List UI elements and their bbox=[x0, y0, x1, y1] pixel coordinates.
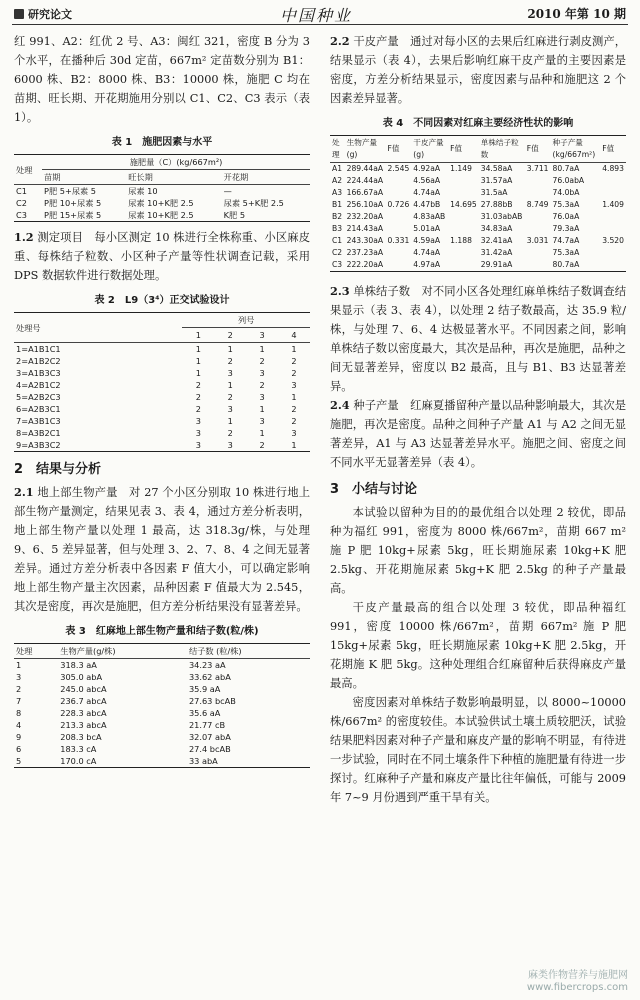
section-3-heading: 3 小结与讨论 bbox=[330, 482, 418, 497]
table-cell: 31.03abAB bbox=[480, 212, 523, 221]
table-cell: 1.149 bbox=[450, 164, 472, 173]
table-cell: 27.4 bcAB bbox=[188, 744, 231, 754]
section-text: 测定项目 每小区测定 10 株进行全株称重、小区麻皮重、每株结子粒数、小区种子产量等性状调查记载，采用 DPS 数据软件进行数据处理。 bbox=[14, 231, 310, 282]
table-cell: 183.3 cA bbox=[60, 744, 97, 754]
table-cell: 14.695 bbox=[450, 200, 477, 209]
table-cell bbox=[600, 211, 626, 223]
table-cell bbox=[600, 223, 626, 235]
table-cell: 尿素 5+K肥 2.5 bbox=[223, 198, 284, 208]
table-cell: 1 bbox=[227, 416, 233, 426]
section-number: 2.2 bbox=[330, 34, 350, 48]
table-cell: 1.188 bbox=[450, 236, 472, 245]
table-cell: 4.97aA bbox=[413, 260, 441, 269]
table-cell: 2 bbox=[195, 404, 201, 414]
t2-super-header: 列号 bbox=[182, 313, 310, 328]
table-cell: C2 bbox=[332, 248, 343, 257]
table-cell bbox=[386, 175, 412, 187]
table-cell: B2 bbox=[332, 212, 343, 221]
table-cell: 213.3 abcA bbox=[60, 720, 107, 730]
table-cell: 5=A2B2C3 bbox=[16, 392, 61, 402]
table-cell: 4.47bB bbox=[413, 200, 441, 209]
intro-paragraph: 红 991、A2：红优 2 号、A3：闽红 321，密度 B 分为 3 个水平，在播种后 30d 定苗，667m² 定苗数分别为 B1：6000 株、B2：8000 株、B3：10000 株，施肥 C 均在苗期、旺长期、开花期施用分别以 C1、C2、C3 表示（表 1）。 bbox=[14, 35, 310, 124]
table-cell: 76.0aA bbox=[552, 212, 580, 221]
t4-header-cell: 单株结子粒数 bbox=[479, 136, 525, 163]
table-cell: 75.3aA bbox=[552, 248, 580, 257]
table3-row bbox=[14, 695, 310, 707]
table-cell: 27.63 bcAB bbox=[188, 696, 236, 706]
table-cell: 35.6 aA bbox=[188, 708, 221, 718]
t4-header-cell: 处理 bbox=[330, 136, 345, 163]
table-cell: 80.7aA bbox=[552, 260, 580, 269]
t1-header-cell: 旺长期 bbox=[126, 170, 221, 185]
table3-row bbox=[14, 683, 310, 695]
table-cell: C1 bbox=[16, 186, 27, 196]
table-cell: 2 bbox=[291, 368, 297, 378]
table-cell: C2 bbox=[16, 198, 27, 208]
table-cell: 224.44aA bbox=[346, 176, 384, 185]
section-text: 种子产量 红麻夏播留种产量以品种影响最大，其次是施肥，再次是密度。品种之间种子产量 A1 与 A2 之间无显著差异，A1 与 A3 达显著差异水平。施肥之间、密度之间不同水平无显著差异（表 4）。 bbox=[330, 399, 626, 469]
table-cell: 34.23 aA bbox=[188, 660, 226, 670]
table-cell: 3 bbox=[195, 428, 201, 438]
table-cell: 1 bbox=[195, 356, 201, 366]
table-cell: 2 bbox=[259, 356, 265, 366]
section-tag bbox=[14, 6, 72, 22]
table-cell: 2 bbox=[291, 404, 297, 414]
conclusion-paragraph-3: 密度因素对单株结子数影响最明显，以 8000~10000 株/667m² 的密度较佳。本试验供试土壤土质较肥沃，试验结果肥料因素对种子产量和麻皮产量的影响不明显，有待进一步试验，同时在不同土壤条件下种植的施肥量有待进一步探讨。红麻种子产量和麻皮产量比往年偏低，可能与 2009 年 7~9 月份遇到严重干旱有关。 bbox=[330, 696, 626, 804]
table-cell bbox=[525, 259, 551, 272]
page-header bbox=[0, 0, 640, 30]
table-cell bbox=[386, 187, 412, 199]
section-number: 2.1 bbox=[14, 485, 34, 499]
table-cell: 1 bbox=[259, 404, 265, 414]
table2-row bbox=[14, 391, 310, 403]
t4-header-cell: F值 bbox=[448, 136, 479, 163]
t1-header-cell: 苗期 bbox=[42, 170, 126, 185]
t1-header-cell: 处理 bbox=[14, 155, 42, 185]
table-cell: 尿素 10+K肥 2.5 bbox=[128, 210, 194, 220]
table4 bbox=[330, 135, 626, 272]
table-cell: 6=A2B3C1 bbox=[16, 404, 61, 414]
table-cell: A3 bbox=[332, 188, 343, 197]
table-cell: 34.83aA bbox=[480, 224, 513, 233]
table2-body bbox=[14, 343, 310, 452]
table-cell: 3 bbox=[195, 416, 201, 426]
table-cell bbox=[448, 223, 479, 235]
table-cell: 33 abA bbox=[188, 756, 218, 766]
t2-header-cell: 处理号 bbox=[14, 313, 182, 343]
table-cell bbox=[448, 247, 479, 259]
table-cell: 2 bbox=[227, 392, 233, 402]
table-cell: 9=A3B3C2 bbox=[16, 440, 61, 450]
table-cell: 3 bbox=[16, 672, 22, 682]
t4-header-cell: 生物产量(g) bbox=[345, 136, 386, 163]
table-cell: 2 bbox=[16, 684, 22, 694]
t2-header-cell: 3 bbox=[246, 328, 278, 343]
section-2-2 bbox=[330, 32, 626, 108]
table-cell bbox=[386, 247, 412, 259]
table-cell: 2 bbox=[195, 392, 201, 402]
table4-row bbox=[330, 223, 626, 235]
table-cell: 8=A3B2C1 bbox=[16, 428, 61, 438]
table1 bbox=[14, 154, 310, 222]
table-cell: 3 bbox=[227, 440, 233, 450]
table-cell: 4.83aAB bbox=[413, 212, 446, 221]
table2-row bbox=[14, 403, 310, 415]
table3-row bbox=[14, 743, 310, 755]
table-cell: — bbox=[223, 186, 232, 196]
section-2-1 bbox=[14, 483, 310, 616]
table-cell: 74.0bA bbox=[552, 188, 580, 197]
watermark bbox=[527, 970, 628, 994]
table-cell: P肥 5+尿素 5 bbox=[44, 186, 97, 196]
table-cell: 289.44aA bbox=[346, 164, 384, 173]
section-number: 1.2 bbox=[14, 230, 34, 244]
table2 bbox=[14, 312, 310, 452]
table-cell: 3.520 bbox=[602, 236, 624, 245]
table-cell: 1 bbox=[291, 344, 297, 354]
table-cell: 31.57aA bbox=[480, 176, 513, 185]
table-cell: 6 bbox=[16, 744, 22, 754]
table-cell: 79.3aA bbox=[552, 224, 580, 233]
table3-body bbox=[14, 659, 310, 768]
right-column bbox=[330, 32, 626, 807]
table2-row bbox=[14, 439, 310, 452]
table-cell: 5.01aA bbox=[413, 224, 441, 233]
table-cell: 232.20aA bbox=[346, 212, 384, 221]
table-cell bbox=[525, 211, 551, 223]
table-cell: 尿素 10 bbox=[128, 186, 158, 196]
table3-row bbox=[14, 755, 310, 768]
table-cell bbox=[525, 223, 551, 235]
table2-row bbox=[14, 367, 310, 379]
table4-header-row bbox=[330, 136, 626, 163]
table-cell bbox=[448, 211, 479, 223]
table4-row bbox=[330, 163, 626, 176]
table2-caption: 表 2 L9（3⁴）正交试验设计 bbox=[94, 295, 230, 306]
table-cell: 4.893 bbox=[602, 164, 624, 173]
t2-header-cell: 4 bbox=[278, 328, 310, 343]
table-cell: 1=A1B1C1 bbox=[16, 344, 61, 354]
table-cell bbox=[525, 187, 551, 199]
table-cell: 3 bbox=[291, 428, 297, 438]
table-cell: 2 bbox=[291, 356, 297, 366]
table-cell: 34.58aA bbox=[480, 164, 513, 173]
table4-row bbox=[330, 175, 626, 187]
table-cell: 21.77 cB bbox=[188, 720, 226, 730]
t2-header-cell: 2 bbox=[214, 328, 246, 343]
table3-row bbox=[14, 731, 310, 743]
section-text: 干皮产量 通过对每小区的去果后红麻进行剥皮测产，结果显示（表 4），去果后影响红麻干皮产量的主要因素是密度，方差分析结果显示，密度因素与品种和施肥这 2 个因素差异显著。 bbox=[330, 35, 626, 105]
issue-label: 2010 年第 10 期 bbox=[527, 7, 626, 21]
table-cell: 3 bbox=[259, 416, 265, 426]
table-cell: 2 bbox=[195, 380, 201, 390]
table2-row bbox=[14, 427, 310, 439]
table-cell: 3.031 bbox=[526, 236, 549, 245]
table-cell: 2 bbox=[259, 440, 265, 450]
table-cell: 尿素 10+K肥 2.5 bbox=[128, 198, 194, 208]
table4-row bbox=[330, 259, 626, 272]
table-cell: 5 bbox=[16, 756, 22, 766]
table1-body bbox=[14, 185, 310, 222]
table-cell: K肥 5 bbox=[223, 210, 246, 220]
table-cell: 35.9 aA bbox=[188, 684, 221, 694]
table-cell: 32.07 abA bbox=[188, 732, 231, 742]
table-cell: 1 bbox=[227, 380, 233, 390]
table1-row bbox=[14, 197, 310, 209]
table-cell: 75.3aA bbox=[552, 200, 580, 209]
table-cell: 27.88bB bbox=[480, 200, 513, 209]
conclusion-paragraph-2: 干皮产量最高的组合以处理 3 较优，即品种福红 991，密度 10000 株/667m²，苗期 667m² 施 P 肥 15kg+尿素 5kg，旺长期施尿素 10kg+K 肥 2.5kg，开花期施 K 肥 5kg。这种处理组合红麻留种后获得麻皮产量最高。 bbox=[330, 601, 626, 690]
table-cell: 4.74aA bbox=[413, 248, 441, 257]
table-cell: 236.7 abcA bbox=[60, 696, 107, 706]
table-cell: 9 bbox=[16, 732, 22, 742]
table-cell: 31.42aA bbox=[480, 248, 513, 257]
table-cell bbox=[600, 259, 626, 272]
table-cell: 1 bbox=[227, 344, 233, 354]
table-cell: 243.30aA bbox=[346, 236, 384, 245]
table-cell: 3 bbox=[195, 440, 201, 450]
table-cell: 1 bbox=[195, 344, 201, 354]
table-cell: 3 bbox=[291, 380, 297, 390]
table-cell bbox=[386, 259, 412, 272]
table1-row bbox=[14, 185, 310, 198]
table-cell: 7 bbox=[16, 696, 22, 706]
t4-header-cell: F值 bbox=[600, 136, 626, 163]
section-number: 2.4 bbox=[330, 398, 350, 412]
table-cell: 166.67aA bbox=[346, 188, 384, 197]
table-cell: 1 bbox=[259, 428, 265, 438]
table-cell: 32.41aA bbox=[480, 236, 513, 245]
table-cell: 256.10aA bbox=[346, 200, 384, 209]
table1-row bbox=[14, 209, 310, 222]
table-cell: 222.20aA bbox=[346, 260, 384, 269]
section-2-3 bbox=[330, 282, 626, 396]
table-cell: 2 bbox=[227, 356, 233, 366]
table-cell: 3.711 bbox=[526, 164, 549, 173]
left-column bbox=[14, 32, 310, 768]
table-cell: 31.5aA bbox=[480, 188, 508, 197]
table-cell: 1 bbox=[291, 440, 297, 450]
table4-row bbox=[330, 247, 626, 259]
header-rule bbox=[12, 24, 628, 25]
table4-row bbox=[330, 187, 626, 199]
table-cell: 4 bbox=[16, 720, 22, 730]
table-cell: 76.0abA bbox=[552, 176, 585, 185]
table-cell: 4.59aA bbox=[413, 236, 441, 245]
table-cell bbox=[386, 211, 412, 223]
section-number: 2.3 bbox=[330, 284, 350, 298]
table-cell: 4.74aA bbox=[413, 188, 441, 197]
table-cell: 228.3 abcA bbox=[60, 708, 107, 718]
table-cell: B1 bbox=[332, 200, 343, 209]
table-cell: 2 bbox=[259, 380, 265, 390]
table3-caption: 表 3 红麻地上部生物产量和结子数(粒/株) bbox=[65, 626, 259, 637]
table-cell: 4.56aA bbox=[413, 176, 441, 185]
table-cell bbox=[600, 175, 626, 187]
table-cell: 8.749 bbox=[526, 200, 549, 209]
section-2-heading: 2 结果与分析 bbox=[14, 462, 102, 477]
table-cell bbox=[525, 247, 551, 259]
table-cell: 1.409 bbox=[602, 200, 624, 209]
table-cell: 237.23aA bbox=[346, 248, 384, 257]
section-text: 单株结子数 对不同小区各处理红麻单株结子数调查结果显示（表 3、表 4），以处理 2 结子数最高，达 35.9 粒/株，与处理 7、6、4 达极显著水平。不同因素之间，影响单株结子数以密度最大，其次是品种，再次是施肥，品种之间无显著差异，密度以 B2 最高，且与 B1、B3 达显著差异。 bbox=[330, 285, 626, 393]
table-cell: 2=A1B2C2 bbox=[16, 356, 61, 366]
table-cell: B3 bbox=[332, 224, 343, 233]
table-cell: 2 bbox=[291, 416, 297, 426]
table-cell: 1 bbox=[259, 344, 265, 354]
t3-header-cell: 生物产量(g/株) bbox=[58, 644, 187, 659]
t4-header-cell: 种子产量(kg/667m²) bbox=[551, 136, 601, 163]
table-cell bbox=[448, 187, 479, 199]
table2-row bbox=[14, 379, 310, 391]
table-cell: 33.62 abA bbox=[188, 672, 231, 682]
table4-row bbox=[330, 199, 626, 211]
table-cell: C3 bbox=[332, 260, 343, 269]
t4-header-cell: 干皮产量(g) bbox=[411, 136, 448, 163]
table-cell: 3 bbox=[227, 368, 233, 378]
section-1-2 bbox=[14, 228, 310, 285]
conclusion-paragraph-1: 本试验以留种为目的的最优组合以处理 2 较优，即品种为福红 991，密度为 8000 株/667m²，苗期 667 m² 施 P 肥 10kg+尿素 5kg，旺长期施尿素 10kg+K 肥 2.5kg、开花期施尿素 5kg+K 肥 2.5kg 的种子产量最高。 bbox=[330, 506, 626, 595]
table-cell: 3 bbox=[227, 404, 233, 414]
table-cell: 4.92aA bbox=[413, 164, 441, 173]
table-cell bbox=[600, 247, 626, 259]
table4-row bbox=[330, 211, 626, 223]
table-cell: 2.545 bbox=[387, 164, 410, 173]
table-cell: 3=A1B3C3 bbox=[16, 368, 61, 378]
table2-row bbox=[14, 343, 310, 356]
table-cell: 29.91aA bbox=[480, 260, 513, 269]
t3-header-cell: 结子数 (粒/株) bbox=[187, 644, 310, 659]
table-cell: 80.7aA bbox=[552, 164, 580, 173]
table-cell: 305.0 abA bbox=[60, 672, 103, 682]
table-cell: 245.0 abcA bbox=[60, 684, 107, 694]
t3-header-cell: 处理 bbox=[14, 644, 58, 659]
table-cell: C1 bbox=[332, 236, 343, 245]
table-cell: 0.331 bbox=[387, 236, 410, 245]
table-cell: A1 bbox=[332, 164, 343, 173]
table2-row bbox=[14, 355, 310, 367]
table-cell: 3 bbox=[259, 392, 265, 402]
section-text: 地上部生物产量 对 27 个小区分别取 10 株进行地上部生物产量测定，结果见表 3、表 4，通过方差分析表明，地上部生物产量以处理 1 最高，达 318.3g/株，与处理 9、6、5 差异显著，但与处理 3、2、7、8、4 之间无显著差异。通过方差分析表中各因素 F 值大小，可以确定影响地上部生物产量主次因素，品种因素 F 值最大为 2.545，其次是密度，再次是施肥，但方差分析结果没有显著差异。 bbox=[14, 486, 310, 613]
table-cell: 4=A2B1C2 bbox=[16, 380, 61, 390]
table-cell: C3 bbox=[16, 210, 27, 220]
table-cell: A2 bbox=[332, 176, 343, 185]
table2-row bbox=[14, 415, 310, 427]
table-cell: P肥 15+尿素 5 bbox=[44, 210, 102, 220]
table4-body bbox=[330, 163, 626, 272]
table-cell bbox=[448, 175, 479, 187]
table-cell: 208.3 bcA bbox=[60, 732, 102, 742]
table-cell: 8 bbox=[16, 708, 22, 718]
table3-row bbox=[14, 659, 310, 672]
t1-super-header: 施肥量（C）(kg/667m²) bbox=[42, 155, 310, 170]
journal-title: 中国种业 bbox=[280, 6, 353, 25]
table-cell: P肥 10+尿素 5 bbox=[44, 198, 102, 208]
table3 bbox=[14, 643, 310, 768]
table4-row bbox=[330, 235, 626, 247]
table1-caption: 表 1 施肥因素与水平 bbox=[111, 137, 213, 148]
table-cell bbox=[525, 175, 551, 187]
table-cell bbox=[600, 187, 626, 199]
table3-row bbox=[14, 707, 310, 719]
table-cell: 2 bbox=[227, 428, 233, 438]
table-cell bbox=[386, 223, 412, 235]
table-cell: 1 bbox=[291, 392, 297, 402]
table-cell: 1 bbox=[195, 368, 201, 378]
t2-header-cell: 1 bbox=[182, 328, 214, 343]
table4-caption: 表 4 不同因素对红麻主要经济性状的影响 bbox=[382, 118, 574, 129]
table-cell: 170.0 cA bbox=[60, 756, 97, 766]
table-cell: 3 bbox=[259, 368, 265, 378]
table-cell: 7=A3B1C3 bbox=[16, 416, 61, 426]
section-2-4 bbox=[330, 396, 626, 472]
table3-row bbox=[14, 719, 310, 731]
t4-header-cell: F值 bbox=[386, 136, 412, 163]
table3-row bbox=[14, 671, 310, 683]
t1-header-cell: 开花期 bbox=[222, 170, 310, 185]
table-cell: 74.7aA bbox=[552, 236, 580, 245]
square-icon bbox=[14, 9, 24, 19]
section-tag-label: 研究论文 bbox=[28, 8, 72, 21]
table-cell: 214.43aA bbox=[346, 224, 384, 233]
watermark-line-2: www.fibercrops.com bbox=[526, 982, 628, 993]
table-cell bbox=[448, 259, 479, 272]
table-cell: 1 bbox=[16, 660, 22, 670]
table-cell: 0.726 bbox=[387, 200, 410, 209]
table-cell: 318.3 aA bbox=[60, 660, 97, 670]
t4-header-cell: F值 bbox=[525, 136, 551, 163]
watermark-line-1: 麻类作物营养与施肥网 bbox=[528, 970, 628, 981]
